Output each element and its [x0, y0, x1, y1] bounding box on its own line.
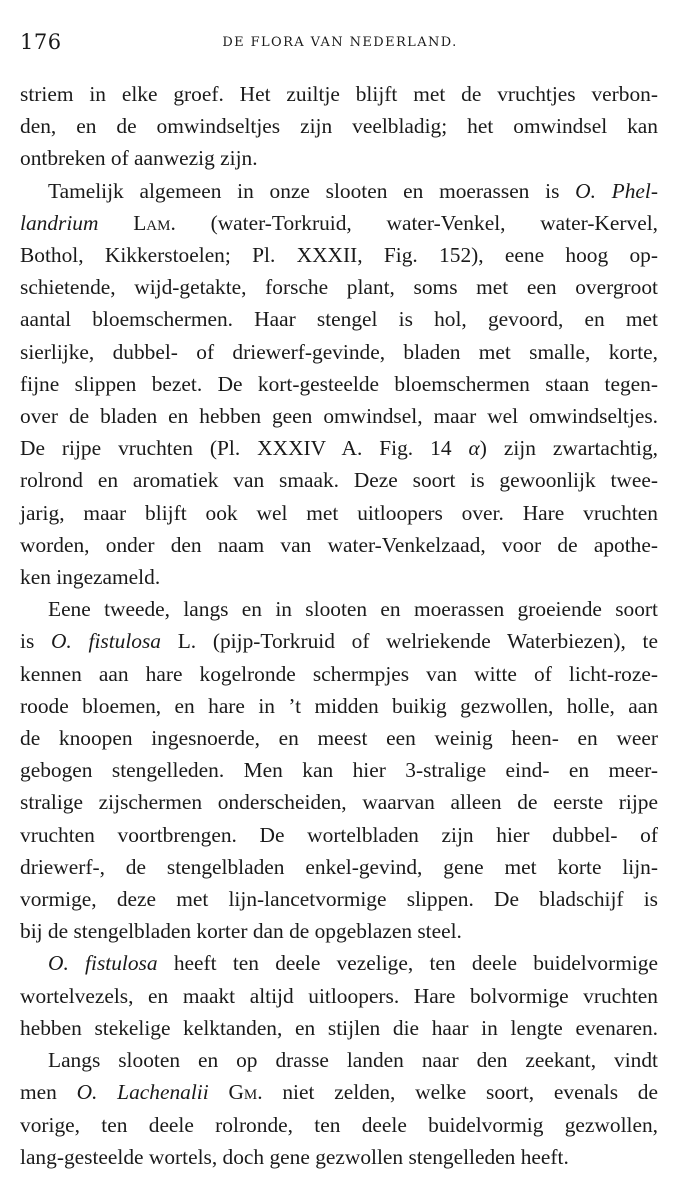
italic-text: O. Lachenalii [76, 1080, 209, 1105]
italic-text: α [468, 436, 480, 461]
italic-text: O. Phel- [575, 178, 658, 203]
body-text [20, 78, 658, 1173]
text-line [20, 1076, 658, 1108]
small-caps-text: Gm. [228, 1080, 263, 1105]
text-segment: niet zelden, welke soort, evenals de [262, 1080, 658, 1105]
text-segment: Tamelijk algemeen in onze slooten en moerassen is [48, 178, 576, 203]
text-line: wortelvezels, en maakt altijd uitloopers. Hare bolvormige vruchten [20, 983, 658, 1008]
text-line: Eene tweede, langs en in slooten en moerassen groeiende soort [48, 597, 658, 622]
text-segment: (water-Torkruid, water-Venkel, water-Kervel, [175, 210, 658, 235]
text-line: rolrond en aromatiek van smaak. Deze soort is gewoonlijk twee- [20, 468, 658, 493]
text-line [20, 207, 658, 239]
text-line: schietende, wijd-getakte, forsche plant, soms met een overgroot [20, 275, 658, 300]
text-line [20, 175, 658, 207]
text-line: roode bloemen, en hare in ’t midden buikig gezwollen, holle, aan [20, 693, 658, 718]
text-line [20, 947, 658, 979]
running-title: DE FLORA VAN NEDERLAND. [222, 35, 458, 50]
text-segment [209, 1080, 229, 1104]
text-line: hebben stekelige kelktanden, en stijlen die haar in lengte evenaren. [20, 1015, 658, 1040]
text-line: aantal bloemschermen. Haar stengel is hol, gevoord, en met [20, 307, 658, 332]
text-line: bij de stengelbladen korter dan de opgeblazen steel. [20, 919, 462, 944]
text-line: den, en de omwindseltjes zijn veelbladig; het omwindsel kan [20, 114, 658, 139]
text-line: ken ingezameld. [20, 565, 161, 590]
text-line: fijne slippen bezet. De kort-gesteelde bloemschermen staan tegen- [20, 371, 658, 396]
text-segment: ) zijn zwartachtig, [479, 436, 658, 461]
text-line: vruchten voortbrengen. De wortelbladen zijn hier dubbel- of [20, 822, 658, 847]
text-line: Bothol, Kikkerstoelen; Pl. XXXII, Fig. 152), eene hoog op- [20, 243, 658, 268]
text-segment: L. (pijp-Torkruid of welriekende Waterbiezen), te [161, 629, 658, 654]
text-line: vorige, ten deele rolronde, ten deele buidelvormig gezwollen, [20, 1112, 658, 1137]
text-line: de knoopen ingesnoerde, en meest een weinig heen- en weer [20, 726, 658, 751]
text-segment: is [20, 629, 51, 654]
text-line: Langs slooten en op drasse landen naar den zeekant, vindt [48, 1048, 658, 1073]
text-line: worden, onder den naam van water-Venkelzaad, voor de apothe- [20, 532, 658, 557]
text-line: sierlijke, dubbel- of driewerf-gevinde, bladen met smalle, korte, [20, 339, 658, 364]
page-header [20, 30, 660, 60]
text-segment: heeft ten deele vezelige, ten deele buidelvormige [157, 951, 658, 976]
text-line: lang-gesteelde wortels, doch gene gezwollen stengelleden heeft. [20, 1144, 569, 1169]
text-line: driewerf-, de stengelbladen enkel-gevind, gene met korte lijn- [20, 854, 658, 879]
italic-text: O. fistulosa [48, 951, 158, 976]
text-line: gebogen stengelleden. Men kan hier 3-stralige eind- en meer- [20, 758, 658, 783]
text-line [20, 625, 658, 657]
small-caps-text: Lam. [133, 210, 176, 235]
text-segment: De rijpe vruchten (Pl. XXXIV A. Fig. 14 [20, 436, 469, 461]
text-line [20, 432, 658, 464]
text-line: stralige zijschermen onderscheiden, waarvan alleen de eerste rijpe [20, 790, 658, 815]
italic-text: O. fistulosa [50, 629, 162, 654]
text-line: over de bladen en hebben geen omwindsel, maar wel omwindseltjes. [20, 404, 658, 429]
text-line: vormige, deze met lijn-lancetvormige slippen. De bladschijf is [20, 887, 658, 912]
text-line: ontbreken of aanwezig zijn. [20, 146, 258, 171]
text-line: jarig, maar blijft ook wel met uitloopers over. Hare vruchten [20, 500, 658, 525]
italic-text: landrium [20, 210, 99, 235]
page-number: 176 [20, 30, 62, 54]
text-line: kennen aan hare kogelronde schermpjes van witte of licht-roze- [20, 661, 658, 686]
text-segment: men [20, 1080, 77, 1105]
text-line: striem in elke groef. Het zuiltje blijft met de vruchtjes verbon- [20, 82, 658, 106]
text-segment [98, 211, 133, 235]
